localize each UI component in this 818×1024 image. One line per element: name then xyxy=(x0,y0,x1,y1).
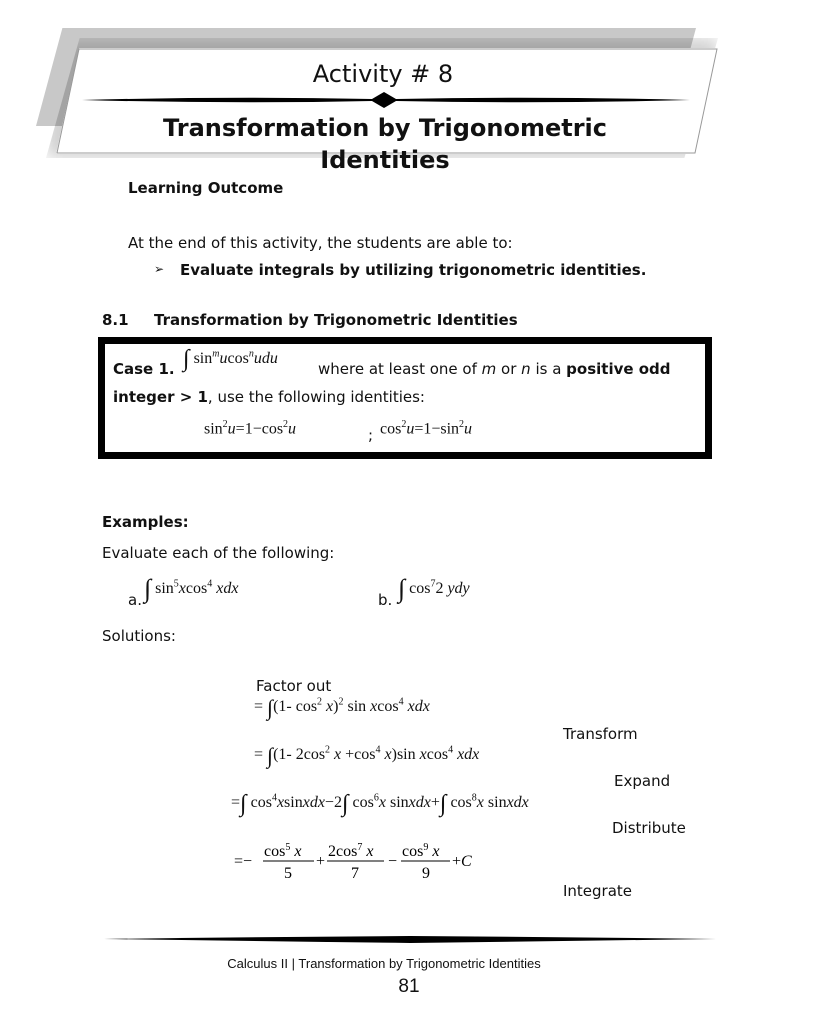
identity-separator: ; xyxy=(368,426,374,444)
step-expand: Expand xyxy=(614,772,671,790)
example-b-integral: ∫ $\cos^72$ ydy xyxy=(398,574,470,603)
footer-separator: | xyxy=(291,956,296,971)
title-divider-ornament xyxy=(80,90,692,110)
svg-text:cos5 x: $\cos^5 x$ xyxy=(264,842,302,860)
section-number: 8.1 xyxy=(102,311,129,329)
learning-intro: At the end of this activity, the students are able to: xyxy=(128,234,513,252)
example-a-integral: ∫ $\sin^5xcos^4$ xdx xyxy=(144,574,239,603)
solution-line-4 xyxy=(230,836,490,886)
example-b-label: b. xyxy=(378,591,393,609)
case-condition: where at least one of m or n is a positive odd xyxy=(318,360,671,378)
svg-text:2cos7 x: $2\cos^7$ x xyxy=(328,842,374,860)
identity-cos: $\cos^2u=1-\sin^2u$ xyxy=(380,419,473,438)
svg-text:+C: +C xyxy=(452,853,472,870)
example-a-label: a. xyxy=(128,591,142,609)
svg-text:cos9 x: $\cos^9 x$ xyxy=(402,842,440,860)
footer-topic: Transformation by Trigonometric Identities xyxy=(298,956,541,971)
svg-text:=−: =− xyxy=(234,853,253,870)
case-condition-cont: integer > 1, use the following identities: xyxy=(113,388,425,406)
solution-line-1: = ∫(1- $\cos^2 x)^2$ sin xcos$^4$ xdx xyxy=(254,695,430,720)
examples-heading: Examples: xyxy=(102,513,189,531)
page-title: Transformation by Trigonometric Identities xyxy=(163,114,607,174)
identity-sin: $\sin^2u=1-\cos^2u$ xyxy=(204,419,297,438)
footer-course: Calculus II xyxy=(227,956,288,971)
footer-running-title xyxy=(0,956,768,971)
step-integrate: Integrate xyxy=(563,882,633,900)
svg-text:+: + xyxy=(316,853,326,870)
case-integral: ∫ $\sin^mucos^nudu$ xyxy=(183,346,278,372)
learning-bullet: Evaluate integrals by utilizing trigonometric identities. xyxy=(180,261,647,279)
solution-line-3: =∫ $\cos^4xsinxdx-2\int$ $\cos^6x$ sinxdx+∫ $\cos^8x$ sinxdx xyxy=(231,791,529,817)
learning-outcome-heading: Learning Outcome xyxy=(128,179,284,197)
svg-text:5: 5 xyxy=(284,865,292,882)
case-label: Case 1. xyxy=(113,360,175,378)
section-title: Transformation by Trigonometric Identities xyxy=(154,311,518,329)
solution-line-2: = ∫(1- $2\cos^2$ $x +\cos^4$ x)sin xcos$^4$ xdx xyxy=(254,743,480,768)
svg-text:7: 7 xyxy=(351,865,359,882)
svg-text:−: − xyxy=(388,853,398,870)
activity-number: Activity # 8 xyxy=(312,60,454,88)
step-factor-out: Factor out xyxy=(256,677,332,695)
solutions-label: Solutions: xyxy=(102,627,176,645)
page-number: 81 xyxy=(398,976,420,997)
svg-text:9: 9 xyxy=(422,865,430,882)
step-transform: Transform xyxy=(563,725,638,743)
examples-prompt: Evaluate each of the following: xyxy=(102,544,335,562)
footer-divider xyxy=(104,932,716,946)
bullet-arrow-icon: ➢ xyxy=(154,262,165,276)
step-distribute: Distribute xyxy=(612,819,686,837)
